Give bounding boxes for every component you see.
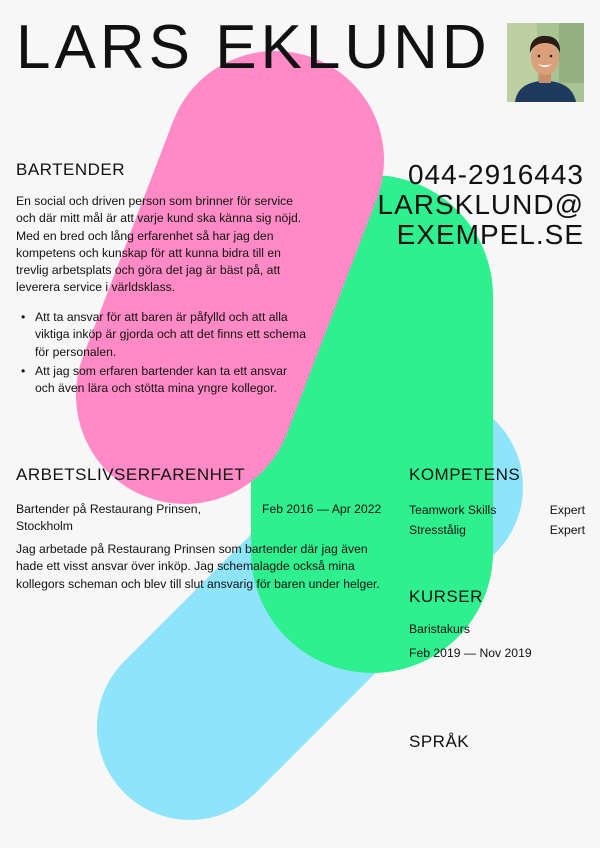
skill-name: Teamwork Skills bbox=[409, 503, 497, 517]
job-description: Jag arbetade på Restaurang Prinsen som bartender där jag även hade ett visst ansvar över inköp. Jag schemalagde också mina kollegors scheman och blev till slut ansvarig för baren under helger. bbox=[16, 542, 380, 591]
experience-heading: ARBETSLIVSERFARENHET bbox=[16, 465, 246, 484]
skill-level: Expert bbox=[549, 503, 585, 517]
skills-heading: KOMPETENS bbox=[409, 465, 521, 484]
job-dates: Feb 2016 — Apr 2022 bbox=[262, 502, 382, 516]
goals-list bbox=[16, 309, 306, 399]
goal-item: • Att ta ansvar för att baren är påfylld och att alla viktiga inköp är gjorda och att det finns ett schema för personalen. bbox=[16, 309, 306, 361]
skills-list bbox=[409, 500, 585, 540]
languages-heading: SPRÅK bbox=[409, 732, 470, 751]
skill-level: Expert bbox=[549, 523, 585, 537]
skill-row bbox=[409, 520, 585, 540]
contact-block bbox=[378, 160, 584, 250]
email-line-2: EXEMPEL.SE bbox=[396, 219, 584, 250]
goal-item: • Att jag som erfaren bartender kan ta ett ansvar och även lära och stötta mina yngre kollegor. bbox=[16, 363, 306, 398]
phone-number: 044-2916443 bbox=[407, 159, 584, 190]
course-name: Baristakurs bbox=[409, 622, 470, 636]
course-dates: Feb 2019 — Nov 2019 bbox=[409, 646, 532, 660]
profile-summary: En social och driven person som brinner för service och där mitt mål är att varje kund ska känna sig nöjd. Med en bred och lång erfarenhet så har jag den kompetens och kunskap för att kunna bidra till en trevlig arbetsplats och göra det jag är bäst på, att leverera service i världsklass. bbox=[16, 194, 302, 295]
profile-photo bbox=[507, 23, 584, 102]
skill-name: Stresstålig bbox=[409, 523, 466, 537]
job-title: Bartender på Restaurang Prinsen, Stockholm bbox=[16, 502, 201, 533]
email-line-1: LARSKLUND@ bbox=[377, 189, 584, 220]
courses-heading: KURSER bbox=[409, 587, 483, 606]
skill-row bbox=[409, 500, 585, 520]
person-name: LARS EKLUND bbox=[16, 13, 491, 82]
job-role-title: BARTENDER bbox=[16, 160, 126, 179]
portrait-avatar-icon bbox=[507, 23, 584, 102]
